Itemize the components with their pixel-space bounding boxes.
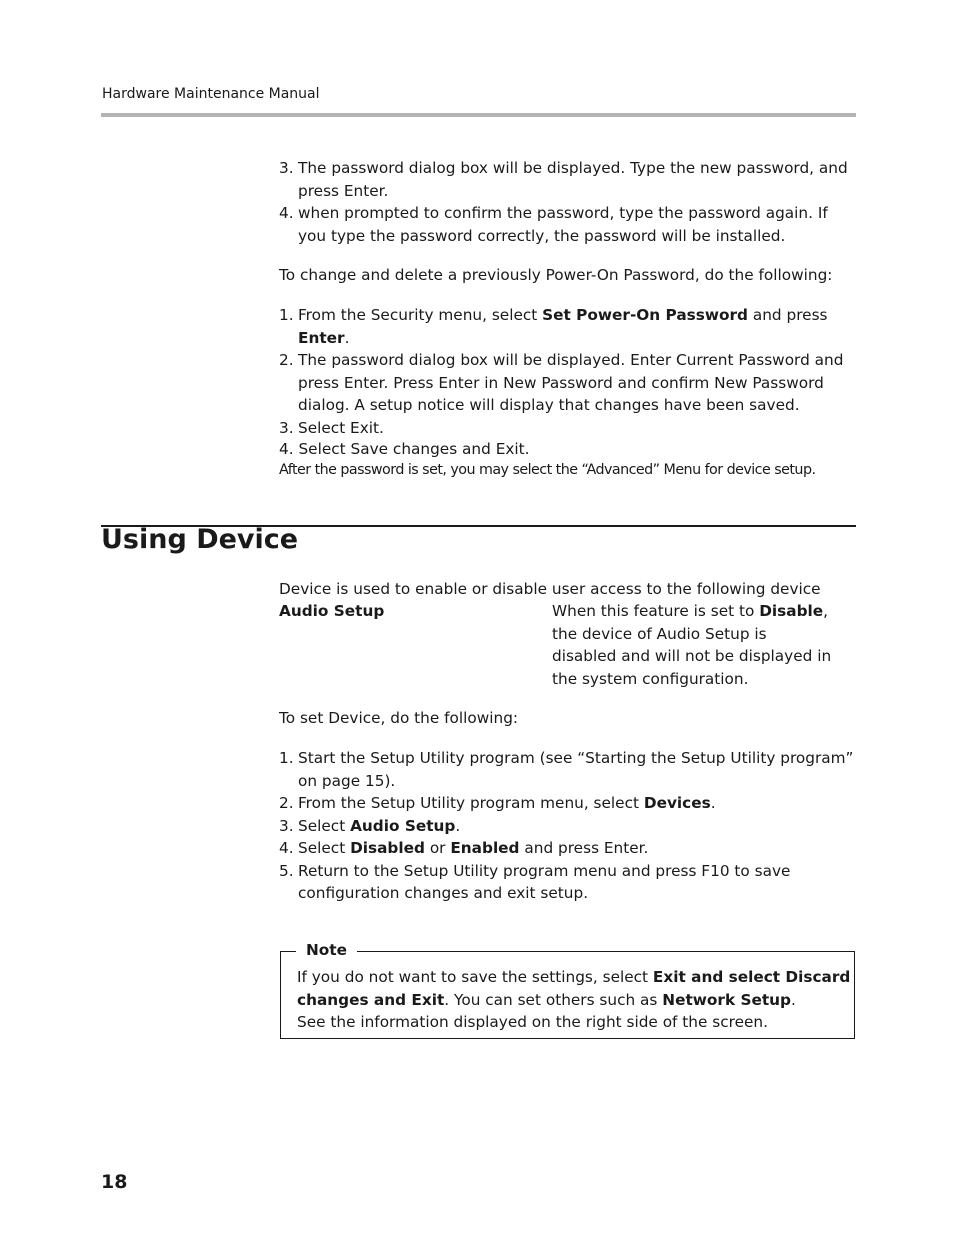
set-device-intro: To set Device, do the following: bbox=[279, 709, 519, 727]
list-item: 1. Start the Setup Utility program (see “Starting the Setup Utility program” on page 15). bbox=[279, 749, 854, 790]
list-item: 4. Select Disabled or Enabled and press Enter. bbox=[279, 839, 649, 857]
device-description: When this feature is set to Disable, the device of Audio Setup is disabled and will not be displayed in the system configuration. bbox=[552, 602, 832, 688]
change-password-intro: To change and delete a previously Power-On Password, do the following: bbox=[279, 266, 833, 284]
section-heading: Using Device bbox=[101, 524, 299, 555]
note-label: Note bbox=[296, 939, 357, 961]
install-steps-list bbox=[279, 157, 848, 247]
list-item: 2. The password dialog box will be displayed. Enter Current Password and press Enter. Press Enter in New Password and confirm New Password dialog. A setup notice will display that changes have been saved. bbox=[279, 351, 844, 414]
header-rule bbox=[101, 113, 856, 117]
list-item: 3. The password dialog box will be displayed. Type the new password, and press Enter. bbox=[279, 159, 848, 200]
list-item: 2. From the Setup Utility program menu, select Devices. bbox=[279, 794, 716, 812]
list-item: 1. From the Security menu, select Set Power-On Password and press Enter. bbox=[279, 306, 828, 347]
device-term-audio-setup: Audio Setup bbox=[279, 602, 385, 620]
set-steps-list bbox=[279, 747, 853, 905]
page-number: 18 bbox=[101, 1171, 128, 1193]
list-item: 3. Select Exit. bbox=[279, 418, 384, 437]
change-steps-list bbox=[279, 304, 843, 439]
after-password-note: After the password is set, you may select the “Advanced” Menu for device setup. bbox=[279, 462, 816, 478]
change-step-4: 4. Select Save changes and Exit. bbox=[279, 440, 530, 458]
list-item: 4. when prompted to confirm the password, type the password again. If you type the password correctly, the password will be installed. bbox=[279, 204, 828, 245]
device-intro: Device is used to enable or disable user access to the following device bbox=[279, 580, 821, 598]
list-item: 3. Select Audio Setup. bbox=[279, 816, 461, 835]
list-item: 5. Return to the Setup Utility program menu and press F10 to save configuration changes and exit setup. bbox=[279, 861, 791, 902]
running-header: Hardware Maintenance Manual bbox=[102, 86, 320, 102]
note-text: If you do not want to save the settings, select Exit and select Discard changes and Exit. You can set others such as Network Setup. See the information displayed on the right side of the screen. bbox=[297, 968, 851, 1031]
